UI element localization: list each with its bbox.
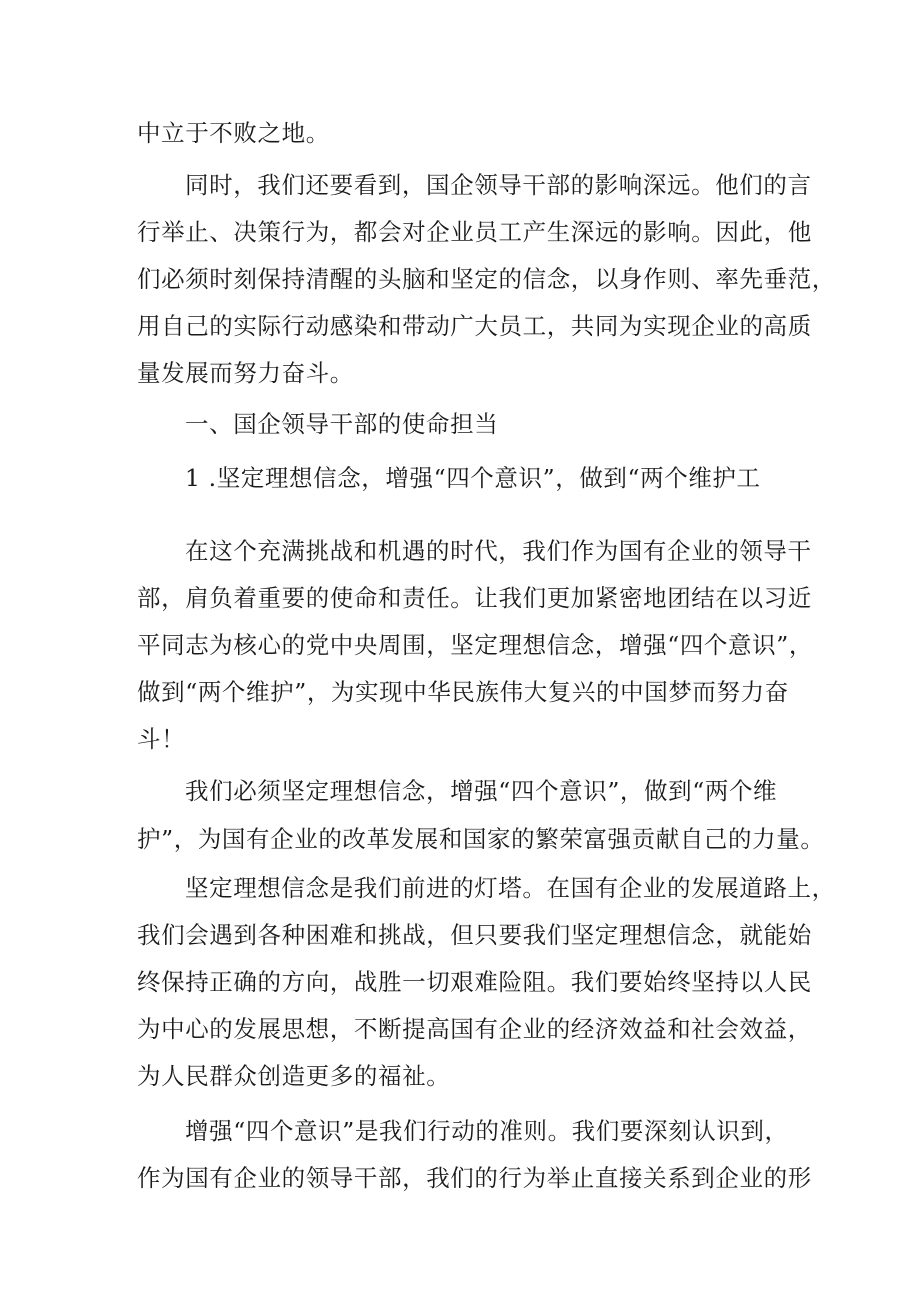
paragraph-first-line: 坚定理想信念是我们前进的灯塔。在国有企业的发展道路上， xyxy=(185,874,836,902)
text-line: 为中心的发展思想，不断提高国有企业的经济效益和社会效益， xyxy=(137,1015,812,1043)
text-line: 我们会遇到各种困难和挑战，但只要我们坚定理想信念，就能始 xyxy=(137,921,812,949)
paragraph-first-line: 在这个充满挑战和机遇的时代，我们作为国有企业的领导干 xyxy=(185,537,812,565)
subsection-heading: 1 .坚定理想信念，增强“四个意识”，做到“两个维护工 xyxy=(185,464,761,492)
text-line: 作为国有企业的领导干部，我们的行为举止直接关系到企业的形 xyxy=(137,1164,812,1192)
text-line: 做到“两个维护”，为实现中华民族伟大复兴的中国梦而努力奋 xyxy=(137,678,789,706)
text-line: 部，肩负着重要的使命和责任。让我们更加紧密地团结在以习近 xyxy=(137,584,812,612)
text-line: 平同志为核心的党中央周围，坚定理想信念，增强“四个意识”， xyxy=(137,631,813,659)
paragraph-first-line: 我们必须坚定理想信念，增强“四个意识”，做到“两个维 xyxy=(185,777,778,805)
text-line: 量发展而努力奋斗。 xyxy=(137,359,354,387)
text-line: 终保持正确的方向，战胜一切艰难险阻。我们要始终坚持以人民 xyxy=(137,968,812,996)
text-line: 们必须时刻保持清醒的头脑和坚定的信念，以身作则、率先垂范， xyxy=(137,265,836,293)
text-line: 斗！ xyxy=(137,725,186,753)
text-line: 为人民群众创造更多的福祉。 xyxy=(137,1062,451,1090)
text-line: 中立于不败之地。 xyxy=(137,119,330,147)
text-line: 护”，为国有企业的改革发展和国家的繁荣富强贡献自己的力量。 xyxy=(137,825,825,853)
paragraph-first-line: 增强“四个意识”是我们行动的准则。我们要深刻认识到， xyxy=(185,1117,789,1145)
section-heading: 一、国企领导干部的使命担当 xyxy=(185,410,499,438)
paragraph-first-line: 同时，我们还要看到，国企领导干部的影响深远。他们的言 xyxy=(185,171,812,199)
text-line: 行举止、决策行为，都会对企业员工产生深远的影响。因此，他 xyxy=(137,218,812,246)
text-line: 用自己的实际行动感染和带动广大员工，共同为实现企业的高质 xyxy=(137,312,812,340)
